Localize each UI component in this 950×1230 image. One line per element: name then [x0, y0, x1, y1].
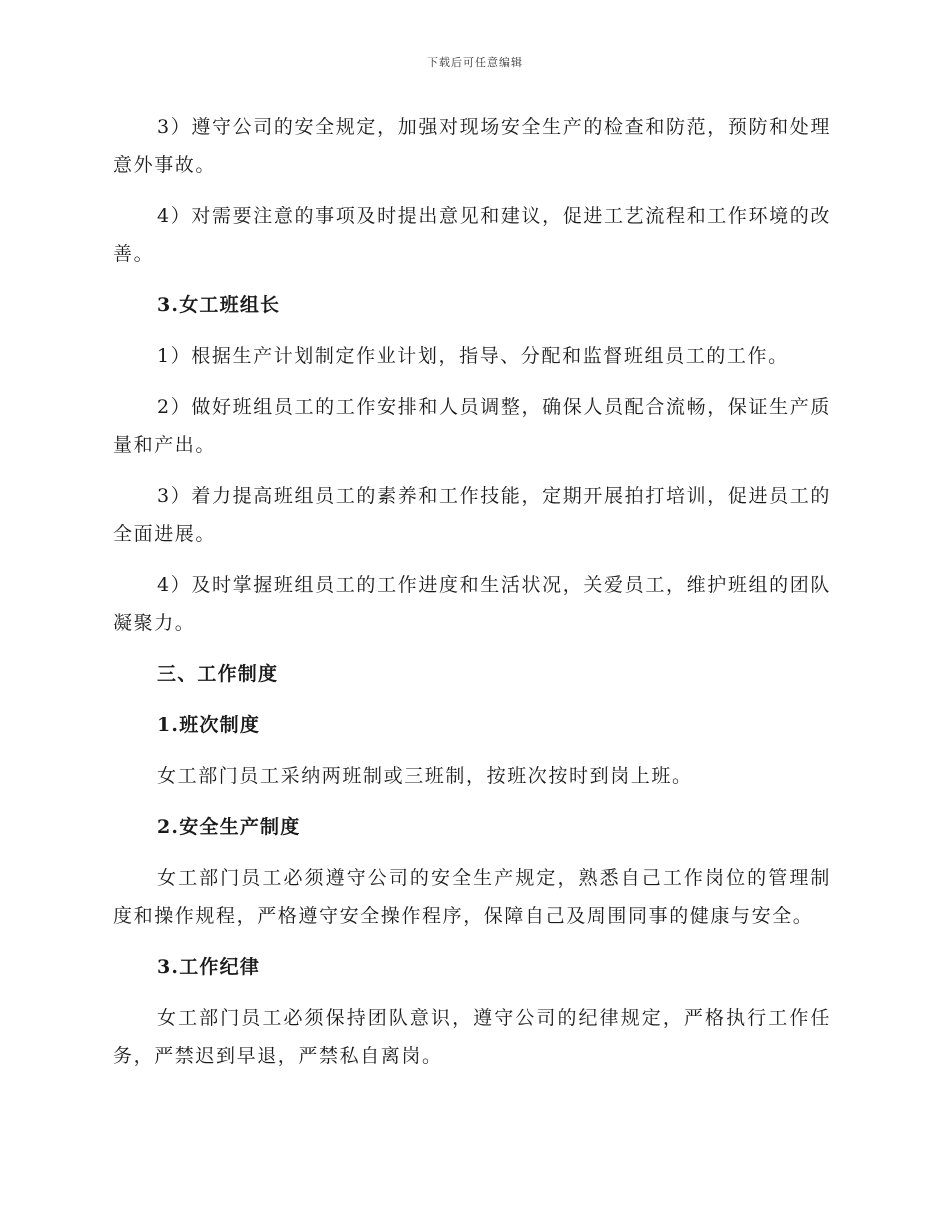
paragraph-shift-system: 女工部门员工采纳两班制或三班制，按班次按时到岗上班。	[157, 765, 693, 787]
page-header-note: 下载后可任意编辑	[427, 56, 523, 69]
paragraph-duty-3: 3）遵守公司的安全规定，加强对现场安全生产的检查和防范，预防和处理意外事故。	[113, 116, 831, 176]
paragraph-work-discipline: 女工部门员工必须保持团队意识，遵守公司的纪律规定，严格执行工作任务，严禁迟到早退，严禁私自离岗。	[113, 1007, 831, 1067]
paragraph-duty-4: 4）对需要注意的事项及时提出意见和建议，促进工艺流程和工作环境的改善。	[113, 205, 831, 265]
section-heading-work-discipline: 3.工作纪律	[157, 956, 261, 978]
paragraph-safety-system: 女工部门员工必须遵守公司的安全生产规定，熟悉自己工作岗位的管理制度和操作规程，严格遵守安全操作程序，保障自己及周围同事的健康与安全。	[113, 867, 831, 927]
paragraph-leader-duty-1: 1）根据生产计划制定作业计划，指导、分配和监督班组员工的工作。	[157, 345, 789, 367]
paragraph-leader-duty-4: 4）及时掌握班组员工的工作进度和生活状况，关爱员工，维护班组的团队凝聚力。	[113, 574, 831, 634]
paragraph-leader-duty-2: 2）做好班组员工的工作安排和人员调整，确保人员配合流畅，保证生产质量和产出。	[113, 396, 831, 456]
section-heading-team-leader: 3.女工班组长	[157, 294, 281, 316]
section-heading-shift-system: 1.班次制度	[157, 714, 261, 736]
paragraph-leader-duty-3: 3）着力提高班组员工的素养和工作技能，定期开展拍打培训，促进员工的全面进展。	[113, 485, 831, 545]
chapter-heading-work-system: 三、工作制度	[157, 663, 279, 685]
document-body	[113, 108, 831, 1088]
section-heading-safety-system: 2.安全生产制度	[157, 816, 301, 838]
